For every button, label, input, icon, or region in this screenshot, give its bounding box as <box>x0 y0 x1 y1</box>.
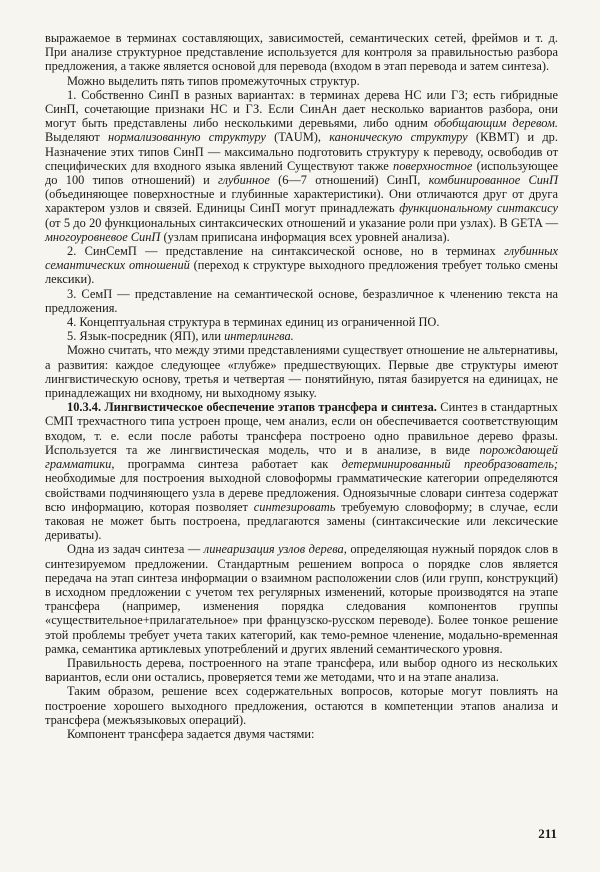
text-run: 2. СинСемП — представление на синтаксической основе, но в терминах <box>67 244 504 259</box>
text-run: (TAUM), <box>265 130 330 145</box>
italic-term: нормализованную структуру <box>108 130 266 145</box>
paragraph <box>45 542 558 656</box>
text-run: требуемую словоформу; в случае, если таковая не может быть построена, предлагаются замены (синтаксические или лексические дериваты). <box>45 499 558 543</box>
text-run: Компонент трансфера задается двумя частями: <box>67 726 315 741</box>
paragraph <box>45 329 558 343</box>
text-run: 4. Концептуальная структура в терминах единиц из ограниченной ПО. <box>67 315 440 330</box>
text-run: Таким образом, решение всех содержательных вопросов, которые могут повлиять на построение хорошего выходного предложения, остаются в компетенции этапов анализа и трансфера (межъязыковых операций). <box>45 684 558 727</box>
paragraph <box>45 343 558 400</box>
italic-term: комбинированное СинП <box>428 173 559 188</box>
text-run: 5. Язык-посредник (ЯП), или <box>67 329 225 344</box>
paragraph <box>45 684 558 727</box>
text-run: (6—7 отношений) СинП, <box>269 173 429 188</box>
italic-term: каноническую структуру <box>329 130 468 145</box>
text-run: Выделяют <box>45 130 109 145</box>
paragraph <box>45 287 558 315</box>
paragraph <box>45 31 558 74</box>
section-heading: 10.3.4. Лингвистическое обеспечение этапов трансфера и синтеза. <box>67 400 437 415</box>
paragraph <box>45 400 558 542</box>
text-run: Можно выделить пять типов промежуточных структур. <box>67 73 360 88</box>
text-run: (переход к структуре выходного предложения требует только смены лексики). <box>45 258 558 287</box>
italic-term: интерлингва. <box>224 329 294 344</box>
italic-term: детерминированный преобразователь; <box>341 457 558 472</box>
italic-term: многоуровневое СинП <box>45 229 161 244</box>
text-run: 3. СемП — представление на семантической основе, безразличное к членению текста на предложения. <box>45 286 558 315</box>
italic-term: порождающей грамматики, <box>45 442 558 472</box>
page-body-text <box>45 31 558 741</box>
italic-term: глубинное <box>218 173 270 188</box>
italic-term: функциональному синтаксису <box>399 201 558 216</box>
text-run: определяющая нужный порядок слов в синтезируемом предложении. Стандартным решением вопроса о порядке слов является передача на этап синтеза информации о взаимном расположении слов (или групп, конструкций) в исходном предложении с учетом тех регулярных изменений, которые производятся на этапе трансфера (например, изменения порядка следования компонентов группы «существительное+прилагательное» при французско-русском переводе). Более тонкое решение этой проблемы требует учета таких категорий, как темо-ремное членение, модально-временная рамка, семантика артиклевых употреблений и других явлений семантического уровня. <box>45 542 559 656</box>
text-run: программа синтеза работает как <box>114 457 342 472</box>
text-run: (объединяющее поверхностные и глубинные характеристики). Они отличаются друг от друга характером узлов и связей. Единицы СинП могут принадлежать <box>45 187 558 216</box>
paragraph <box>45 656 558 684</box>
paragraph <box>45 74 558 88</box>
paragraph <box>45 727 558 741</box>
italic-term: поверхностное <box>393 158 473 173</box>
italic-term: линеаризация узлов дерева, <box>203 542 347 557</box>
paragraph <box>45 88 558 244</box>
text-run: (КВМТ) и др. Назначение этих типов СинП — максимально подготовить структуру к переводу, освободив от специфических для входного языка явлений Существуют также <box>45 130 558 173</box>
italic-term: обобщающим деревом. <box>433 116 558 131</box>
text-run: Одна из задач синтеза — <box>67 542 204 557</box>
text-run: (узлам приписана информация всех уровней анализа). <box>160 229 450 244</box>
text-run: выражаемое в терминах составляющих, зависимостей, семантических сетей, фреймов и т. д. При анализе структурное представление используется для контроля за правильностью разбора предложения, а также является основой для перевода (входом в этап перевода и затем синтеза). <box>45 31 558 74</box>
text-run: Правильность дерева, построенного на этапе трансфера, или выбор одного из нескольких вариантов, если они остались, проверяется теми же методами, что и на этапе анализа. <box>45 655 558 685</box>
paragraph <box>45 244 558 287</box>
text-run: 1. Собственно СинП в разных вариантах: в терминах дерева НС или ГЗ; есть гибридные СинП, сочетающие признаки НС и ГЗ. Если СинАн дает несколько вариантов разбора, они могут быть представлены либо несколькими деревьями, либо одним <box>45 87 558 131</box>
text-run: (от 5 до 20 функциональных синтаксических отношений и указание роли при узлах). В GETA — <box>45 215 558 230</box>
italic-term: глубинных семантических отношений <box>45 244 558 273</box>
text-run: Синтез в стандартных СМП трехчастного типа устроен проще, чем анализ, если он обеспечивается соответствующим входом, т. е. если после работы трансфера построено одно правильное дерево фразы. Используется та же лингвистическая модель, что и в анализе, в виде <box>45 400 558 457</box>
text-run: необходимые для построения выходной словоформы грамматические категории определяются свойствами подчиняющего узла в дереве предложения. Одноязычные словари синтеза содержат всю информацию, которая позволяет <box>45 471 558 514</box>
paragraph <box>45 315 558 329</box>
page-number: 211 <box>538 826 557 841</box>
text-run: Можно считать, что между этими представлениями существует отношение не альтернативы, а развития: каждое следующее «глубже» предшествующих. Первые две структуры имеют лингвистическую основу, третья и четвертая — понятийную, пятая базируется на единицах, не принадлежащих ни входному, ни выходному языку. <box>45 343 558 401</box>
text-run: (использующее до 100 типов отношений) и <box>45 158 558 188</box>
italic-term: синтезировать <box>253 499 336 514</box>
